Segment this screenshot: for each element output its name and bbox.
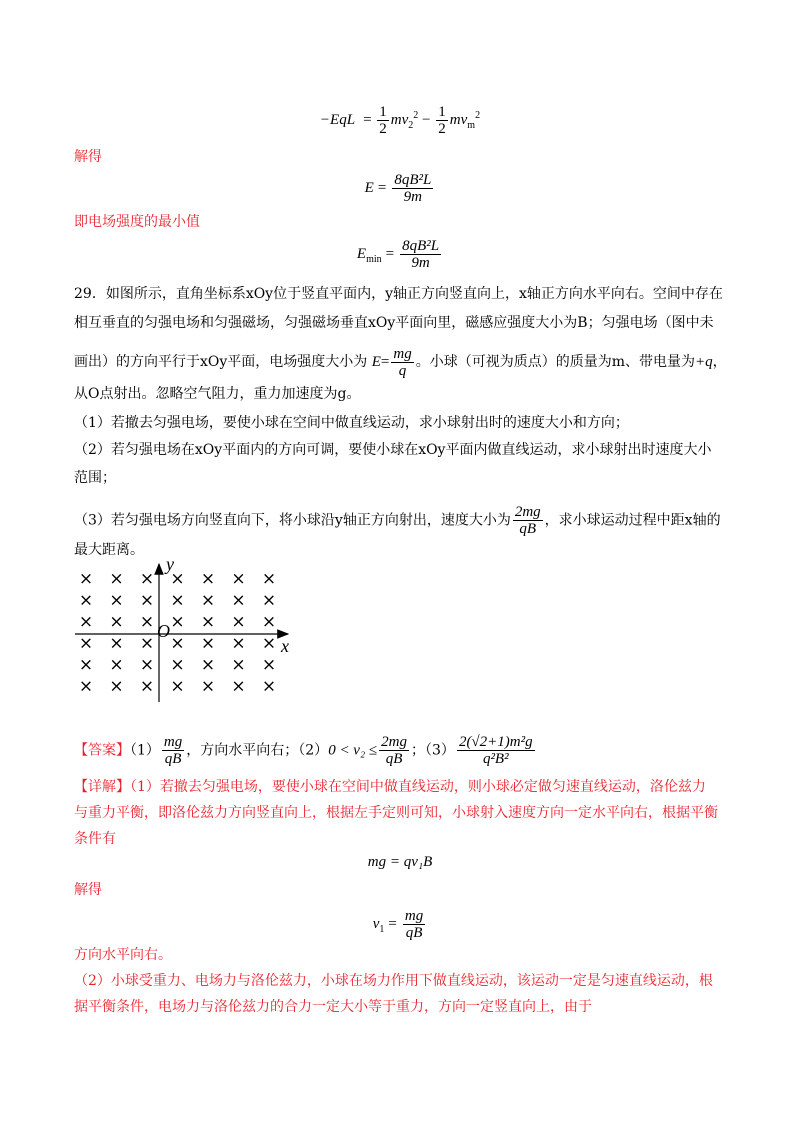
field-mark: ×: [200, 612, 216, 632]
field-mark: ×: [170, 569, 185, 589]
field-mark: ×: [78, 633, 94, 654]
field-mark: ×: [139, 569, 155, 589]
q29-part-1: （1）若撤去匀强电场，要使小球在空间中做直线运动，求小球射出时的速度大小和方向；: [74, 415, 629, 431]
field-mark: ×: [261, 633, 277, 654]
field-mark: ×: [231, 633, 246, 654]
field-mark: ×: [261, 676, 277, 697]
solve-label-2: 解得: [74, 882, 102, 898]
field-diagram: [70, 552, 300, 712]
x-axis-label: x: [281, 636, 289, 656]
field-mark: ×: [139, 633, 155, 654]
solve-label-1: 解得: [74, 149, 102, 165]
e-value-equation: E = $\frac{\text{8qB²L}}{9m}$: [364, 172, 432, 205]
q29-line-4: 从O点射出。忽略空气阻力，重力加速度为g。: [74, 386, 361, 402]
magnetic-field-figure: [70, 552, 300, 712]
field-mark: ×: [200, 590, 216, 611]
field-mark: ×: [231, 569, 246, 589]
q29-line-3: 画出）的方向平行于xOy平面，电场强度大小为 E= $\frac{mg}{q}$ 。小球（可视为质点）的质量为m、带电量为+q，: [74, 346, 727, 379]
v1-equation: $v_1$ = $\frac{mg}{qB}$: [372, 908, 424, 941]
field-mark: ×: [231, 676, 246, 697]
field-mark: ×: [139, 590, 155, 611]
q29-line-1: 29．如图所示，直角坐标系xOy位于竖直平面内，y轴正方向竖直向上，x轴正方向水平向右。空间中存在: [74, 286, 723, 302]
field-mark: ×: [261, 655, 277, 675]
detail-line-3: 条件有: [74, 831, 116, 847]
field-mark: ×: [200, 676, 216, 697]
q29-part-2b: 范围；: [74, 470, 116, 486]
q29-part-3a: （3）若匀强电场方向竖直向下，将小球沿y轴正方向射出，速度大小为 $\frac{2mg}{qB}$ ，求小球运动过程中距x轴的: [74, 504, 721, 537]
e-min-equation: $E_{min}$ = $\frac{\text{8qB²L}}{9m}$: [356, 238, 440, 271]
field-mark: ×: [170, 676, 185, 697]
field-mark: ×: [170, 612, 185, 632]
field-mark: ×: [78, 676, 94, 697]
detail-2-line-2: 据平衡条件，电场力与洛伦兹力的合力一定大小等于重力，方向一定竖直向上，由于: [74, 999, 592, 1015]
field-mark: ×: [109, 655, 124, 675]
field-mark: ×: [109, 676, 124, 697]
field-mark: ×: [170, 655, 185, 675]
field-mark: ×: [109, 612, 124, 632]
q29-line-2: 相互垂直的匀强电场和匀强磁场，匀强磁场垂直xOy平面向里，磁感应强度大小为B；匀强电场（图中未: [74, 315, 714, 331]
field-mark: ×: [109, 569, 124, 589]
field-mark: ×: [261, 612, 277, 632]
field-mark: ×: [78, 590, 94, 611]
field-marks: [79, 569, 276, 697]
field-mark: ×: [109, 633, 124, 654]
field-mark: ×: [200, 569, 216, 589]
detail-2-line-1: （2）小球受重力、电场力与洛伦兹力，小球在场力作用下做直线运动，该运动一定是匀速直线运动，根: [74, 973, 713, 989]
q29-part-2a: （2）若匀强电场在xOy平面内的方向可调，要使小球在xOy平面内做直线运动，求小球射出时速度大小: [74, 442, 712, 458]
field-mark: ×: [139, 612, 155, 632]
field-mark: ×: [78, 569, 94, 589]
field-mark: ×: [261, 590, 277, 611]
energy-equation: −EqL = $\frac{1}{2}$ $mv_2^2$ − $\frac{1}{2}$ $mv_m^2$: [319, 104, 481, 137]
field-mark: ×: [200, 633, 216, 654]
balance-equation: mg = qv₁B: [367, 854, 433, 870]
field-mark: ×: [109, 590, 124, 611]
origin-label: O: [157, 621, 170, 641]
y-axis-label: y: [166, 554, 174, 574]
field-mark: ×: [170, 633, 185, 654]
detail-line-2: 与重力平衡，即洛伦兹力方向竖直向上，根据左手定则可知，小球射入速度方向一定水平向右，根据平衡: [74, 805, 718, 821]
field-mark: ×: [78, 655, 94, 675]
field-mark: ×: [231, 590, 246, 611]
field-mark: ×: [231, 612, 246, 632]
min-label: 即电场强度的最小值: [74, 214, 200, 230]
direction-text: 方向水平向右。: [74, 947, 172, 963]
field-mark: ×: [139, 676, 155, 697]
detail-line-1: 【详解】（1）若撤去匀强电场，要使小球在空间中做直线运动，则小球必定做匀速直线运动，洛伦兹力: [74, 779, 706, 795]
q29-part-3b: 最大距离。: [74, 542, 144, 558]
field-mark: ×: [78, 612, 94, 632]
field-mark: ×: [139, 655, 155, 675]
answer-line: 【答案】（1） $\frac{mg}{qB}$ ，方向水平向右；（2）0 < v₂ ≤ $\frac{2mg}{qB}$ ；（3） $\frac{\text{2(√2+1)m²g}}{\text{q²B²}}$: [74, 734, 533, 767]
field-mark: ×: [200, 655, 216, 675]
field-mark: ×: [261, 569, 277, 589]
field-mark: ×: [231, 655, 246, 675]
field-mark: ×: [170, 590, 185, 611]
